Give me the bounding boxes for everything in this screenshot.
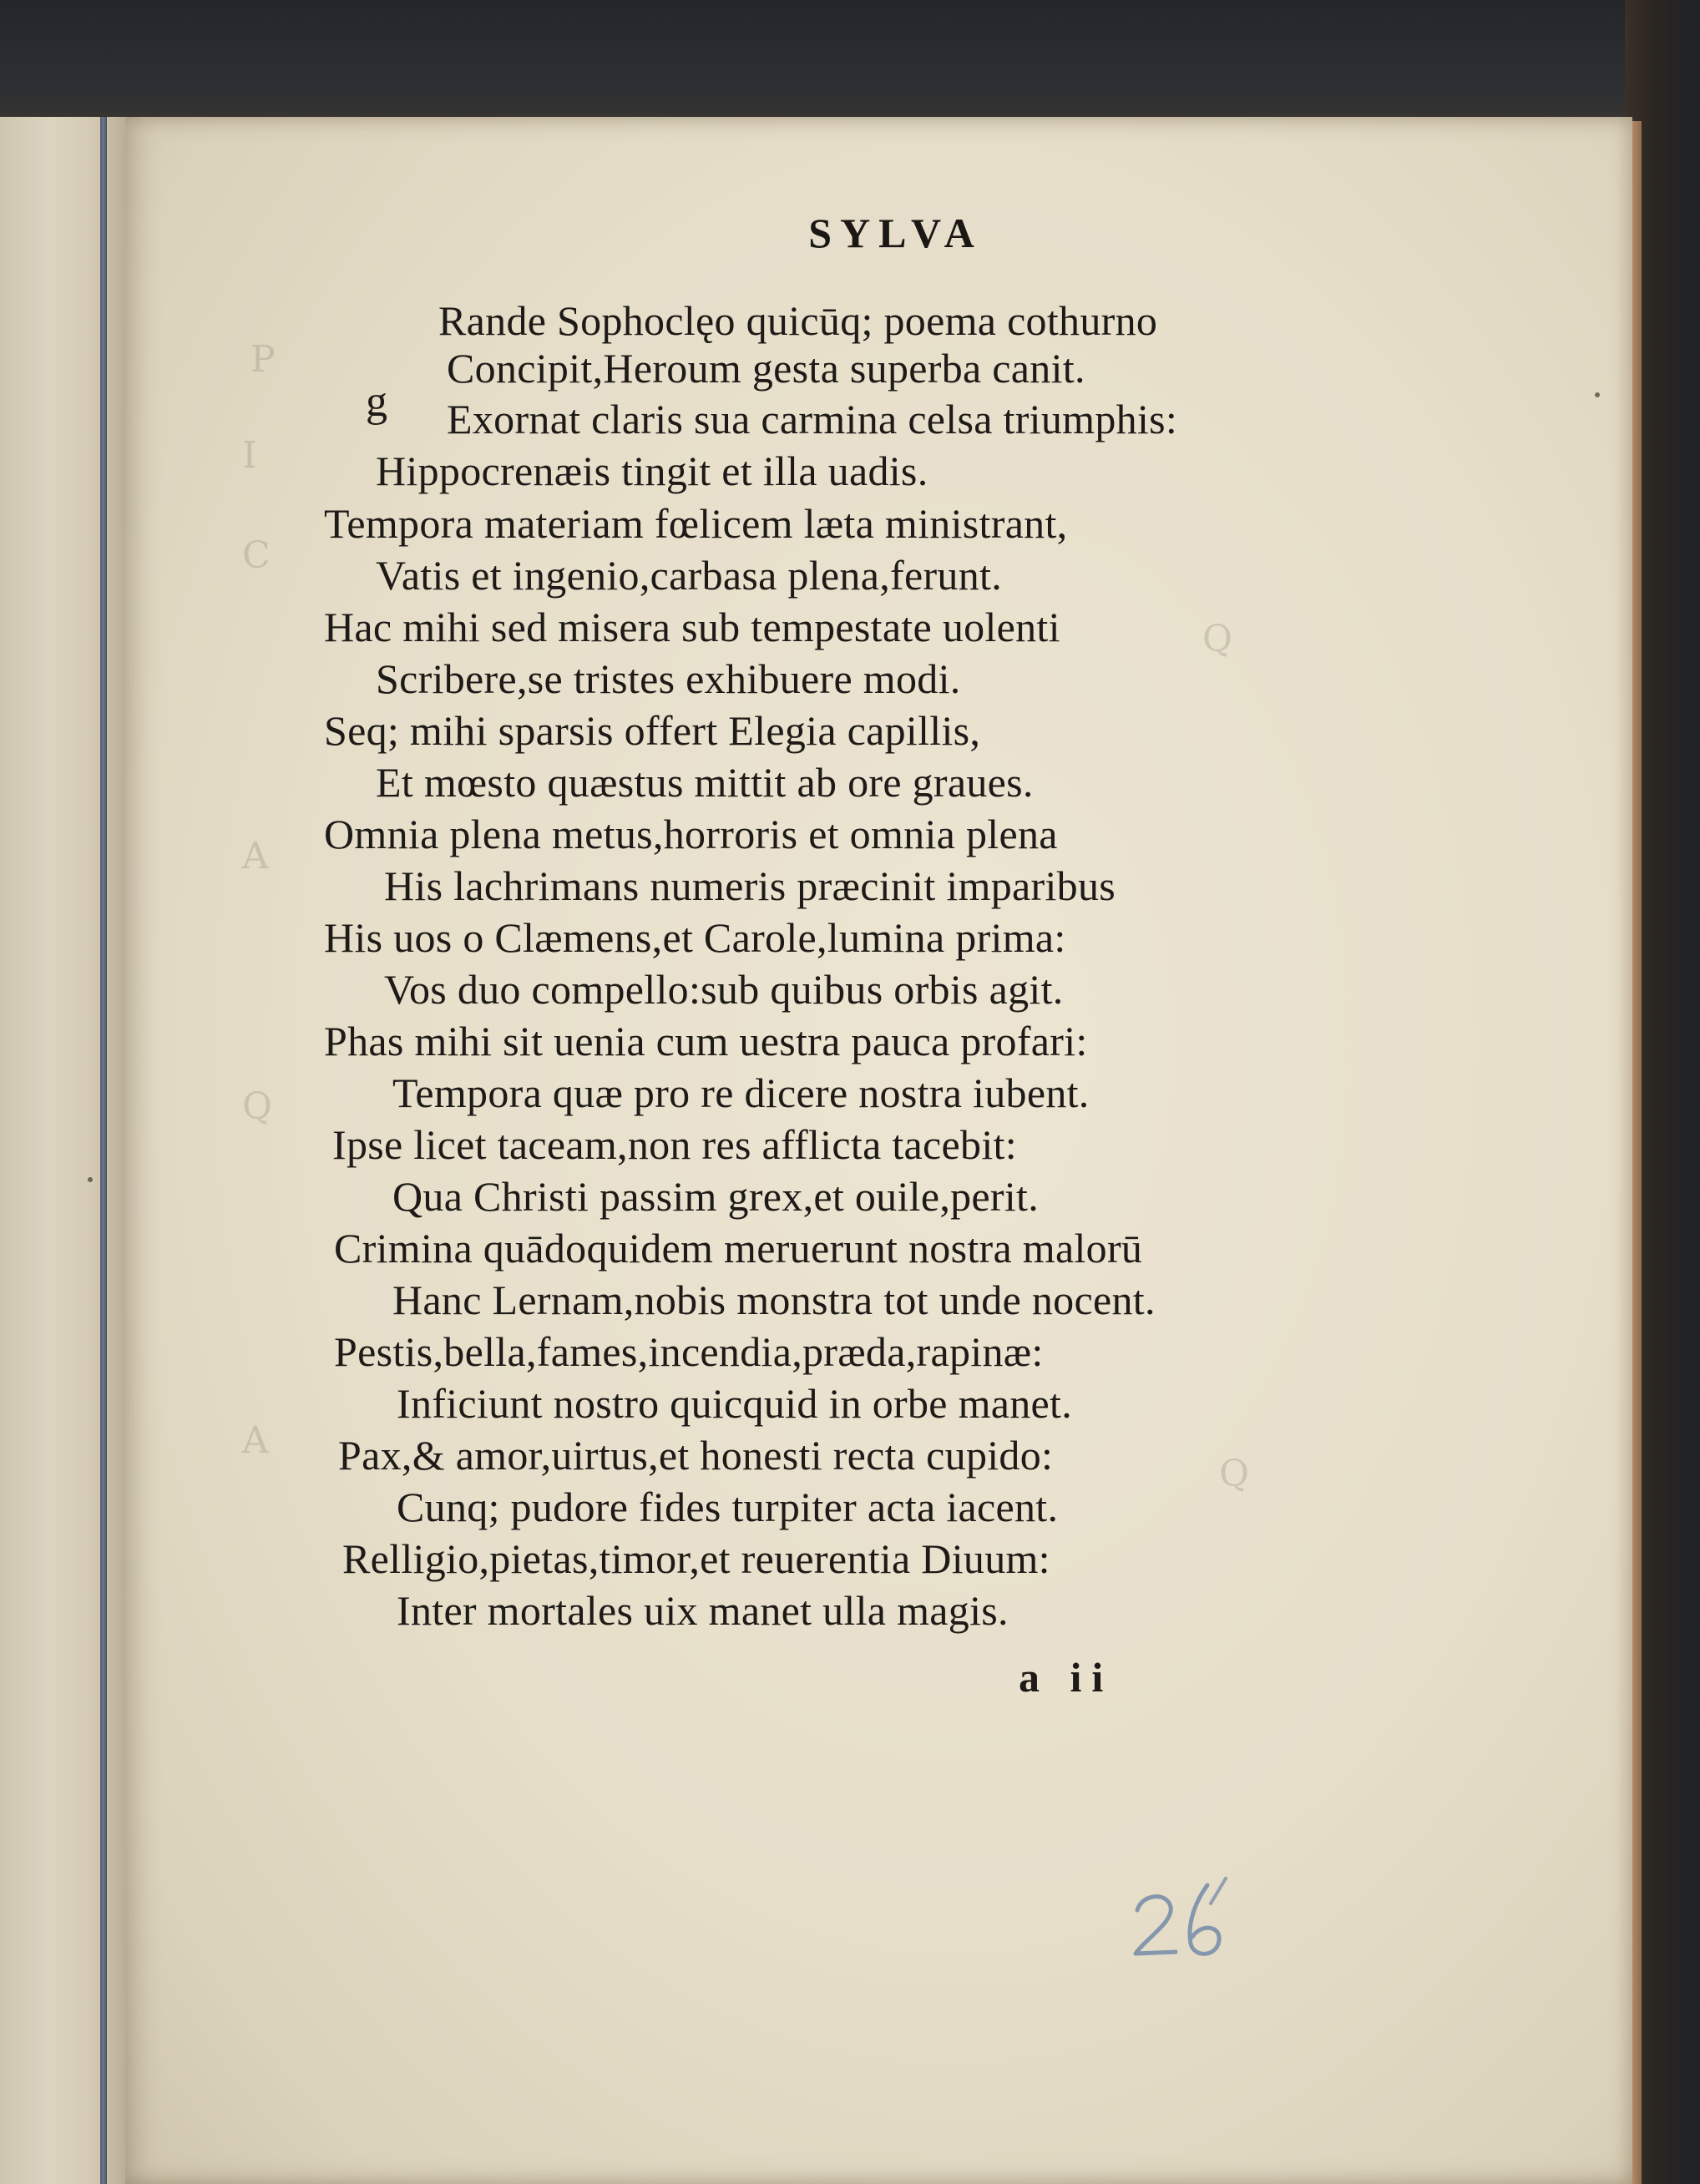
book-page <box>125 117 1632 2184</box>
show-through: I <box>242 434 257 477</box>
verse-line: Pax,& amor,uirtus,et honesti recta cupido: <box>338 1432 1054 1479</box>
verse-line: Et mœsto quæstus mittit ab ore graues. <box>376 759 1034 806</box>
verse-line: Seq; mihi sparsis offert Elegia capillis, <box>324 707 981 754</box>
verse-line: Hippocrenæis tingit et illa uadis. <box>376 447 928 494</box>
verse-line: Exornat claris sua carmina celsa triumphis: <box>447 396 1178 442</box>
verse-line: Inter mortales uix manet ulla magis. <box>397 1587 1009 1634</box>
verse-line: Tempora quæ pro re dicere nostra iubent. <box>392 1069 1090 1116</box>
verse-line: Relligio,pietas,timor,et reuerentia Diuum: <box>342 1535 1050 1582</box>
ink-speck <box>88 1177 93 1182</box>
gutter <box>100 117 107 2184</box>
verse-line: Tempora materiam fœlicem læta ministrant, <box>324 500 1068 547</box>
show-through: Q <box>1202 618 1233 660</box>
verse-line: Qua Christi passim grex,et ouile,perit. <box>392 1173 1040 1220</box>
verse-line: Concipit,Heroum gesta superba canit. <box>447 345 1085 392</box>
verse-line: Vatis et ingenio,carbasa plena,ferunt. <box>376 552 1002 599</box>
show-through: C <box>242 534 271 577</box>
verse-line: Phas mihi sit uenia cum uestra pauca profari: <box>324 1018 1088 1064</box>
verse-line: Scribere,se tristes exhibuere modi. <box>376 655 961 702</box>
ink-speck <box>1595 392 1600 397</box>
verse-line: Cunq; pudore fides turpiter acta iacent. <box>397 1484 1059 1530</box>
verse-line: Pestis,bella,fames,incendia,præda,rapinæ: <box>334 1328 1044 1375</box>
signature-mark: a ii <box>1019 1654 1114 1701</box>
verse-line: Vos duo compello:sub quibus orbis agit. <box>384 966 1064 1013</box>
verse-line: Omnia plena metus,horroris et omnia plena <box>324 811 1058 857</box>
verse-line: Inficiunt nostro quicquid in orbe manet. <box>397 1380 1073 1427</box>
pencil-folio-number <box>1127 1870 1252 1970</box>
verse-line: Crimina quādoquidem meruerunt nostra malorū <box>334 1225 1143 1271</box>
show-through: P <box>250 338 276 381</box>
verse-line: His uos o Clæmens,et Carole,lumina prima: <box>324 914 1066 961</box>
verse-line: Rande Sophoclęo quicūq; poema cothurno <box>438 297 1158 344</box>
show-through: Q <box>1219 1453 1250 1495</box>
binding-top <box>0 0 1700 125</box>
running-head: SYLVA <box>808 210 983 256</box>
verse-line: His lachrimans numeris præcinit imparibus <box>384 862 1116 909</box>
initial-letter: g <box>366 378 387 426</box>
show-through: A <box>242 1419 269 1462</box>
verse-line: Hanc Lernam,nobis monstra tot unde nocent. <box>392 1277 1156 1323</box>
verse-line: Ipse licet taceam,non res afflicta tacebit: <box>332 1121 1017 1168</box>
show-through: Q <box>242 1085 273 1128</box>
verse-line: Hac mihi sed misera sub tempestate uolenti <box>324 604 1060 650</box>
show-through: A <box>242 835 269 877</box>
